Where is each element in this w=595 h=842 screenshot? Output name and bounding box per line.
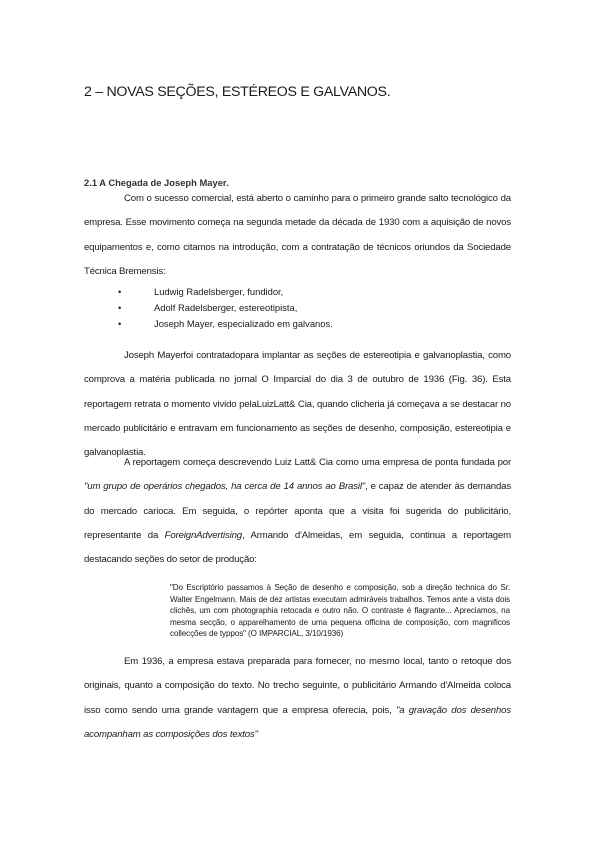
advertiser-citation: "a gravação dos desenhos acompanham as composições dos textos" bbox=[84, 704, 511, 740]
paragraph-intro-text: Com o sucesso comercial, está aberto o caminho para o primeiro grande salto tecnológico da empresa. Esse movimento começa na segunda metade da década de 1930 com a aquisição de novos equipamentos e, como citamos na introdução, com a contratação de técnicos oriundos da Sociedade Técnica Bremensis: bbox=[84, 193, 511, 277]
list-item-text: Adolf Radelsberger, estereotipista, bbox=[154, 302, 298, 313]
list-item bbox=[118, 316, 498, 332]
bullet-icon: • bbox=[118, 302, 122, 313]
paragraph-1936 bbox=[84, 650, 511, 747]
list-item-text: Joseph Mayer, especializado em galvanos. bbox=[154, 318, 333, 329]
list-item-text: Ludwig Radelsberger, fundidor, bbox=[154, 286, 284, 297]
chapter-title: 2 – NOVAS SEÇÕES, ESTÉREOS E GALVANOS. bbox=[84, 84, 391, 100]
paragraph-mayer bbox=[84, 344, 511, 465]
list-item bbox=[118, 284, 498, 300]
block-quote: "Do Escriptório passamos à Seção de desenho e composição, sob a direção technica do Sr. Walter Engelmann. Mais de dez artistas executam admiráveis trabalhos. Temos ante a vista dois clichês, um com photographia retocada e outro não. O contraste é flagrante... Apreciamos, na mesma secção, o apparelhamento de uma pequena officina de composição, com magnificos collecções de typpos" (O IMPARCIAL, 3/10/1936) bbox=[170, 583, 510, 639]
paragraph-mayer-text: Joseph Mayerfoi contratadopara implantar as seções de estereotipia e galvanoplastia, como comprova a matéria publicada no jornal O Imparcial do dia 3 de outubro de 1936 (Fig. 36). Esta reportagem retrata o momento vivido pelaLuizLatt& Cia, quando clicheria já começava a se destacar no mercado publicitário e entravam em funcionamento as seções de desenho, composição, estereotipia e galvanoplastia. bbox=[84, 350, 511, 459]
paragraph-1936-text: Em 1936, a empresa estava preparada para fornecer, no mesmo local, tanto o retoque dos originais, quanto a composição do texto. No trecho seguinte, o publicitário Armando d'Almeida coloca isso como sendo uma grande vantagem que a empresa oferecia, pois, bbox=[84, 656, 511, 716]
paragraph-intro bbox=[84, 187, 511, 284]
paragraph-report-text: , e capaz de atender às demandas do mercado carioca. Em seguida, o repórter aponta que a visita foi sugerida do publicitário, representante da bbox=[84, 481, 511, 541]
bullet-icon: • bbox=[118, 318, 122, 329]
technician-list bbox=[118, 284, 498, 332]
paragraph-report bbox=[84, 451, 511, 572]
report-citation: "um grupo de operários chegados, ha cerca de 14 annos ao Brasil" bbox=[84, 481, 366, 493]
paragraph-report-text: , Armando d'Almeidas, em seguida, continua a reportagem destacando seções do setor de produção: bbox=[84, 529, 512, 566]
section-title: 2.1 A Chegada de Joseph Mayer. bbox=[84, 177, 229, 188]
agency-name: ForeignAdvertising bbox=[164, 529, 242, 541]
bullet-icon: • bbox=[118, 286, 122, 297]
list-item bbox=[118, 300, 498, 316]
paragraph-report-text: A reportagem começa descrevendo Luiz Latt& Cia como uma empresa de ponta fundada por bbox=[124, 457, 511, 468]
